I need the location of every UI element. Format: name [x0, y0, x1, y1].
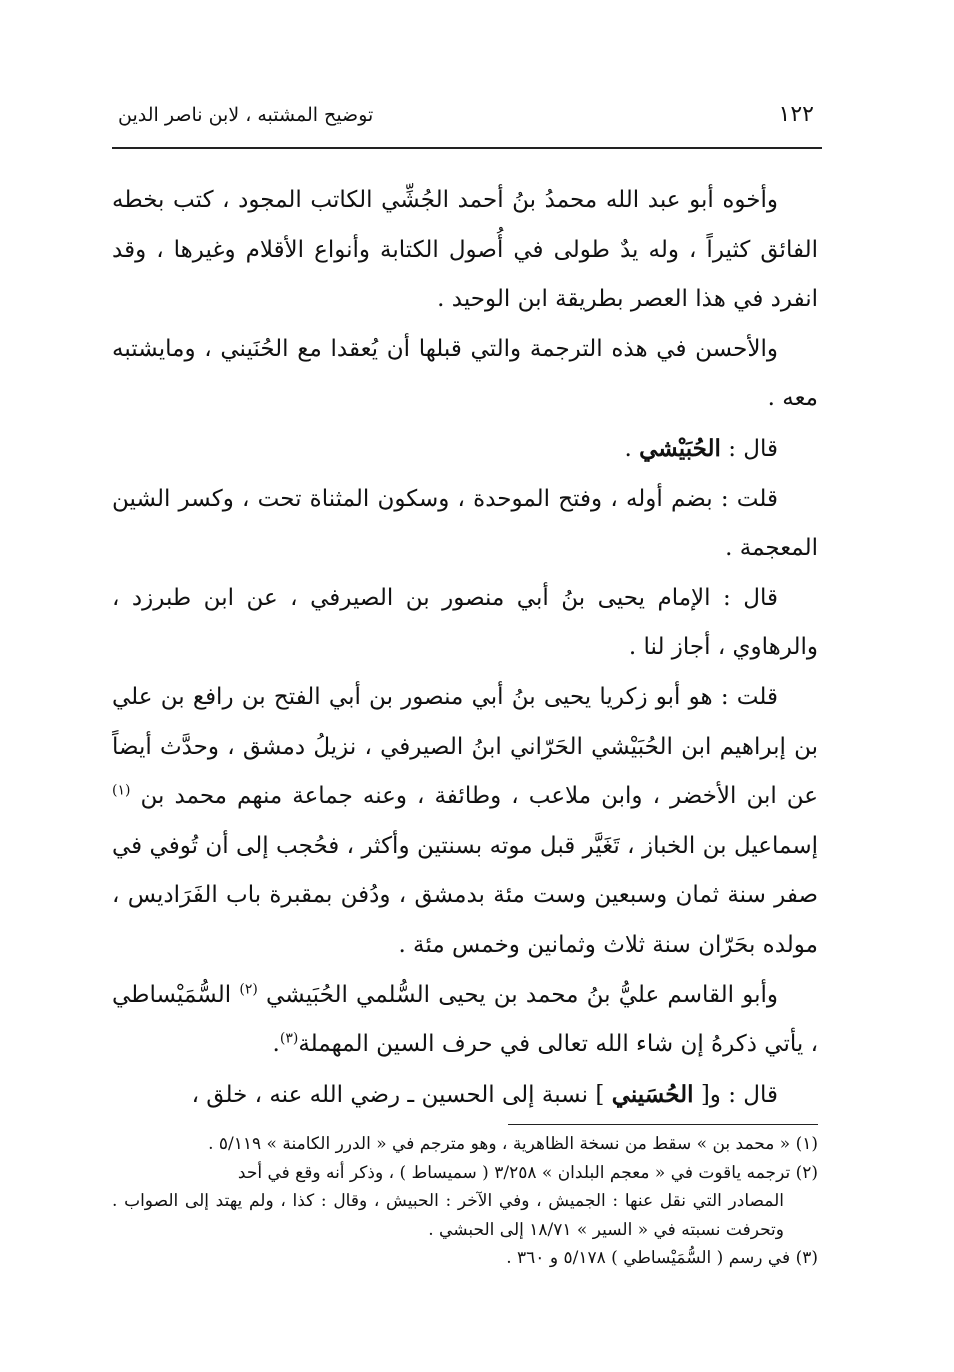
paragraph-5: قال : الإمام يحيى بنُ أبي منصور بن الصيرفي ، عن ابن طبرزد ، والرهاوي ، أجاز لنا .: [112, 584, 818, 661]
footnotes: [112, 1130, 818, 1273]
page-number: ١٢٢: [778, 102, 814, 127]
paragraph-6-part-a: قلت : هو أبو زكريا يحيى بنُ أبي منصور بن أبي الفتح بن رافع بن علي بن إبراهيم ابن الحُبَيْشي الحَرّاني ابنُ الصيرفي ، نزيلُ دمشق ، وحدَّث أيضاً عن ابن الأخضر ، وابن ملاعب ، وطائفة ، وعنه جماعة منهم محمد بن: [112, 683, 819, 810]
paragraph-7-end: .: [272, 1031, 280, 1058]
paragraph-4: قلت : بضم أوله ، وفتح الموحدة ، وسكون المثناة تحت ، وكسر الشين المعجمة .: [112, 485, 818, 562]
footnote-2-continued: المصادر التي نقل عنها : الجميش ، وفي الآخر : الحبيش ، وقال : كذا ، ولم يهتد إلى الصواب . وتحرفت نسبته في « السير » ١٨/٧١ إلى الحبشي .: [112, 1191, 784, 1240]
paragraph-3-end: .: [624, 435, 632, 462]
header-title: توضيح المشتبه ، لابن ناصر الدين: [118, 104, 374, 126]
qala-prefix: قال : و[: [700, 1081, 778, 1108]
paragraph-7: [112, 971, 818, 1070]
footnote-3: (٣) في رسم ( السُّمَيْساطي ) ٥/١٧٨ و ٣٦٠ .: [506, 1248, 818, 1268]
running-head: [112, 96, 822, 140]
paragraph-7-part-a: وأبو القاسم عليُّ بنُ محمد بن يحيى السُّلمي الحُبَيشي: [266, 981, 779, 1008]
main-text: [112, 176, 818, 1120]
paragraph-8: [112, 1070, 818, 1121]
footnote-rule: [508, 1124, 818, 1125]
paragraph-7-part-b: السُّمَيْساطي ، يأتي ذكرهُ إن شاء الله تعالى في حرف السين المهملة: [112, 981, 818, 1058]
footnote-ref-3: (٣): [279, 1030, 299, 1047]
nisba-heading-husayni: الحُسَيني: [611, 1080, 694, 1108]
footnote-1: (١) « محمد بن » سقط من نسخة الظاهرية ، وهو مترجم في « الدرر الكامنة » ٥/١١٩ .: [208, 1134, 818, 1154]
footnote-2: (٢) ترجمه ياقوت في « معجم البلدان » ٣/٢٥٨ ( سميساط ) ، وذكر أنه وقع في أحد: [237, 1162, 818, 1183]
footnote-ref-2: (٢): [239, 980, 258, 997]
paragraph-2: والأحسن في هذه الترجمة والتي قبلها أن يُعقدا مع الحُنَيني ، ومايشتبه معه .: [112, 335, 818, 412]
footnote-ref-1: (١): [112, 782, 131, 799]
header-rule: [112, 147, 822, 149]
paragraph-1: وأخوه أبو عبد الله محمدُ بنُ أحمد الجُشِّي الكاتب المجود ، كتب بخطه الفائق كثيراً ، وله يدٌ طولى في أُصول الكتابة وأنواع الأقلام وغيرها ، وقد انفرد في هذا العصر بطريقة ابن الوحيد .: [112, 187, 818, 313]
qala-label: قال :: [728, 435, 778, 462]
paragraph-8-rest: ] نسبة إلى الحسين ـ رضي الله عنه ، خلق ،: [191, 1081, 605, 1108]
paragraph-6: [112, 673, 818, 971]
paragraph-3: [112, 424, 818, 475]
nisba-heading-hubayshi: الحُبَيْشي: [639, 434, 721, 462]
paragraph-6-part-b: إسماعيل بن الخباز ، تَغَيَّر قبل موته بسنتين وأكثر ، فحُجب إلى أن تُوفي في صفر سنة ثمان وسبعين وست مئة بدمشق ، ودُفن بمقبرة باب الفَرَاديس ، مولده بحَرّان سنة ثلاث وثمانين وخمس مئة .: [112, 832, 818, 958]
